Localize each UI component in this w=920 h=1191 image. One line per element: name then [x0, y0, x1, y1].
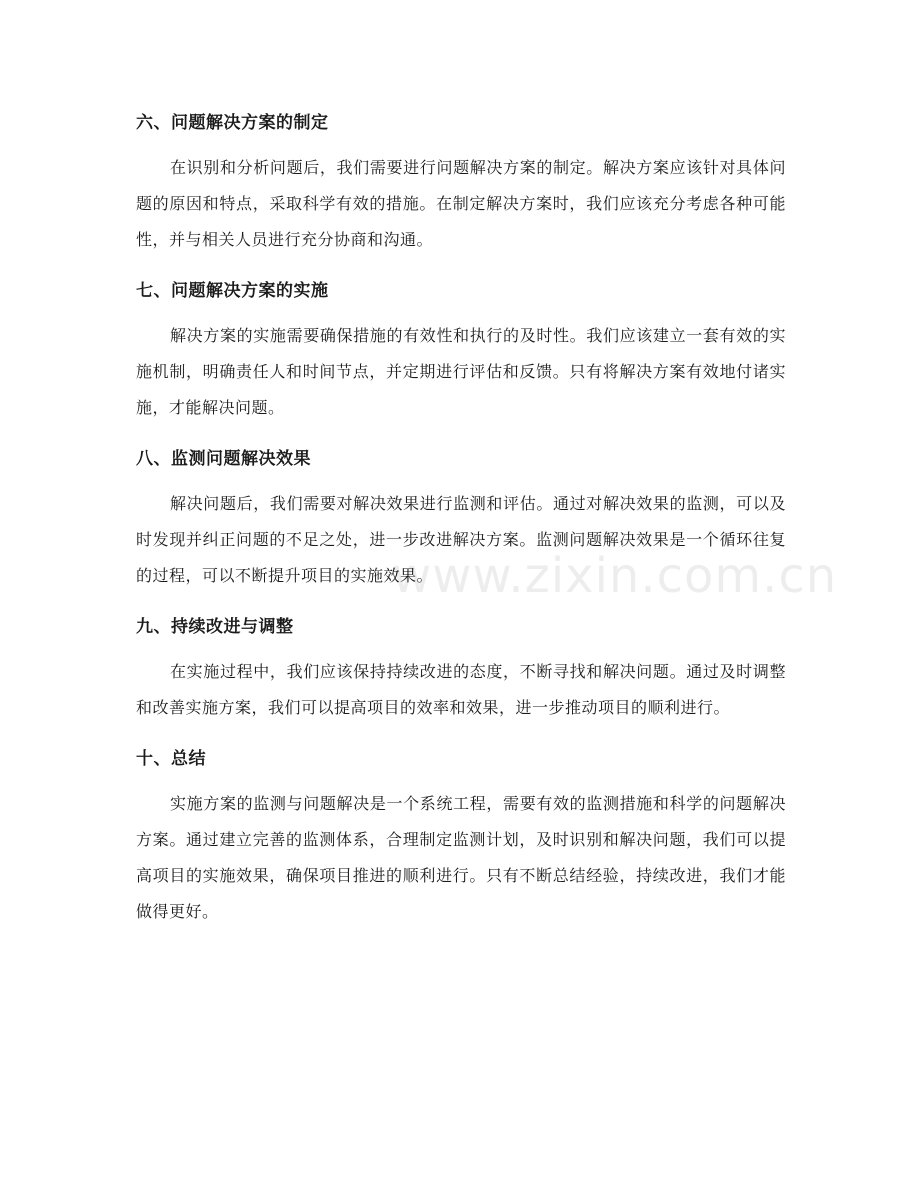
section-8: [136, 447, 786, 594]
section-10: [136, 747, 786, 930]
section-paragraph: 在识别和分析问题后，我们需要进行问题解决方案的制定。解决方案应该针对具体问题的原因和特点，采取科学有效的措施。在制定解决方案时，我们应该充分考虑各种可能性，并与相关人员进行充分协商和沟通。: [136, 158, 786, 249]
section-heading: 七、问题解决方案的实施: [136, 281, 329, 301]
section-heading: 九、持续改进与调整: [136, 617, 294, 637]
section-paragraph: 解决方案的实施需要确保措施的有效性和执行的及时性。我们应该建立一套有效的实施机制，明确责任人和时间节点，并定期进行评估和反馈。只有将解决方案有效地付诸实施，才能解决问题。: [136, 326, 786, 417]
section-heading: 六、问题解决方案的制定: [136, 113, 329, 133]
section-paragraph: 实施方案的监测与问题解决是一个系统工程，需要有效的监测措施和科学的问题解决方案。通过建立完善的监测体系，合理制定监测计划，及时识别和解决问题，我们可以提高项目的实施效果，确保项目推进的顺利进行。只有不断总结经验，持续改进，我们才能做得更好。: [136, 794, 786, 921]
section-heading: 十、总结: [136, 749, 206, 769]
watermark: www.zixin.com.cn: [392, 548, 838, 604]
section-7: [136, 279, 786, 426]
document-page: [136, 100, 786, 951]
section-6: [136, 111, 786, 258]
section-9: [136, 615, 786, 726]
section-paragraph: 解决问题后，我们需要对解决效果进行监测和评估。通过对解决效果的监测，可以及时发现并纠正问题的不足之处，进一步改进解决方案。监测问题解决效果是一个循环往复的过程，可以不断提升项目的实施效果。: [136, 494, 786, 585]
section-heading: 八、监测问题解决效果: [136, 449, 311, 469]
section-paragraph: 在实施过程中，我们应该保持持续改进的态度，不断寻找和解决问题。通过及时调整和改善实施方案，我们可以提高项目的效率和效果，进一步推动项目的顺利进行。: [136, 662, 786, 717]
